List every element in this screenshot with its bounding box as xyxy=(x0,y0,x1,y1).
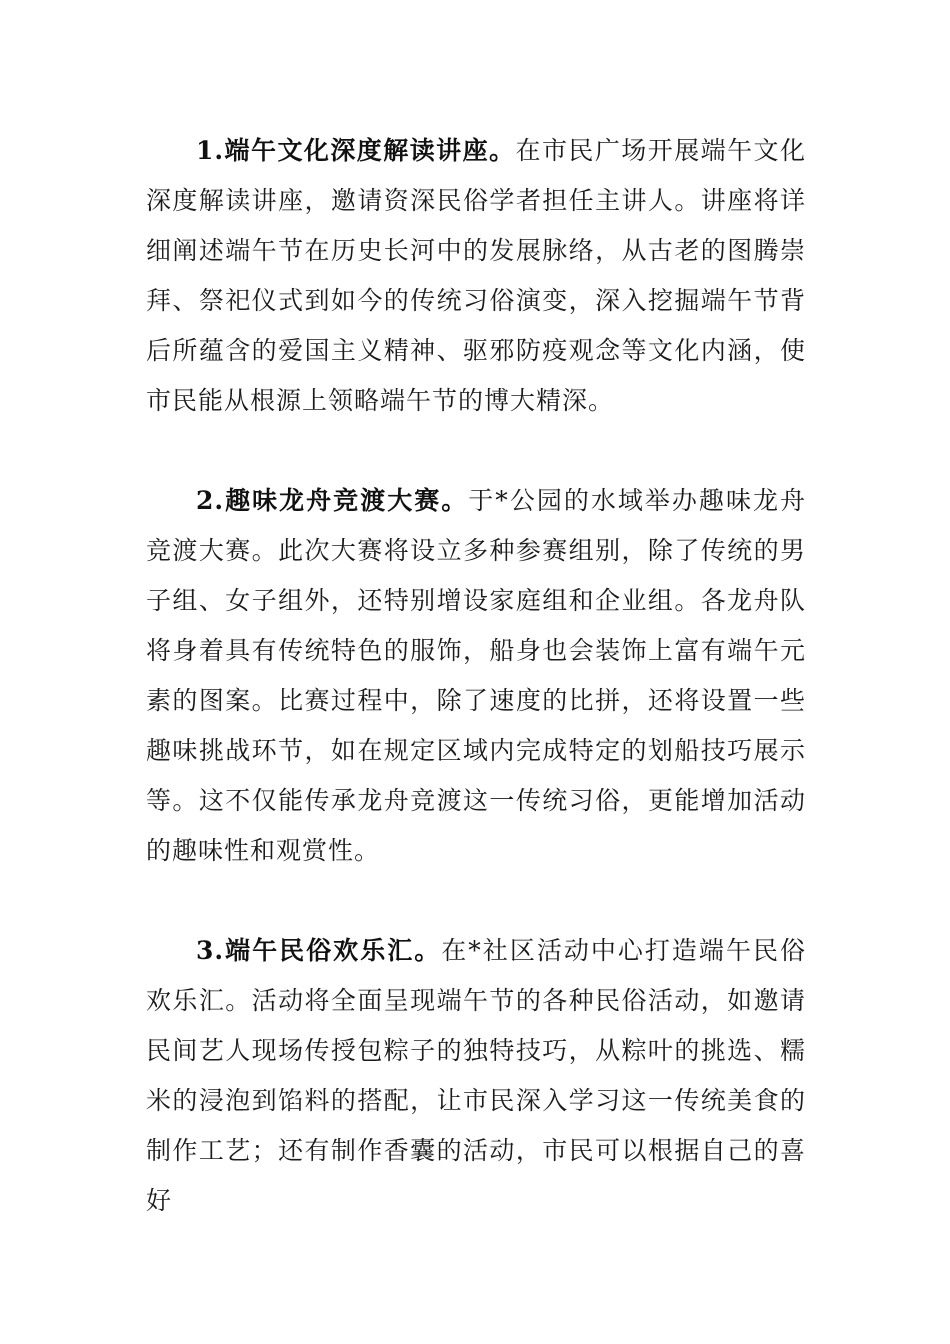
paragraph-heading: 1.端午文化深度解读讲座。 xyxy=(196,136,516,165)
paragraph-heading: 2.趣味龙舟竞渡大赛。 xyxy=(196,486,469,515)
paragraph-heading: 3.端午民俗欢乐汇。 xyxy=(196,936,442,965)
paragraph-text: 在*社区活动中心打造端午民俗欢乐汇。活动将全面呈现端午节的各种民俗活动，如邀请民间艺人现场传授包粽子的独特技巧，从粽叶的挑选、糯米的浸泡到馅料的搭配，让市民深入学习这一传统美食的制作工艺；还有制作香囊的活动，市民可以根据自己的喜好 xyxy=(146,936,806,1215)
document-body xyxy=(146,126,806,1226)
paragraph-text: 于*公园的水域举办趣味龙舟竞渡大赛。此次大赛将设立多种参赛组别，除了传统的男子组、女子组外，还特别增设家庭组和企业组。各龙舟队将身着具有传统特色的服饰，船身也会装饰上富有端午元素的图案。比赛过程中，除了速度的比拼，还将设置一些趣味挑战环节，如在规定区域内完成特定的划船技巧展示等。这不仅能传承龙舟竞渡这一传统习俗，更能增加活动的趣味性和观赏性。 xyxy=(146,486,806,865)
paragraph-dragon-boat xyxy=(146,476,806,876)
paragraph-lecture xyxy=(146,126,806,426)
paragraph-folk-carnival xyxy=(146,926,806,1226)
paragraph-text: 在市民广场开展端午文化深度解读讲座，邀请资深民俗学者担任主讲人。讲座将详细阐述端午节在历史长河中的发展脉络，从古老的图腾崇拜、祭祀仪式到如今的传统习俗演变，深入挖掘端午节背后所蕴含的爱国主义精神、驱邪防疫观念等文化内涵，使市民能从根源上领略端午节的博大精深。 xyxy=(146,136,806,415)
